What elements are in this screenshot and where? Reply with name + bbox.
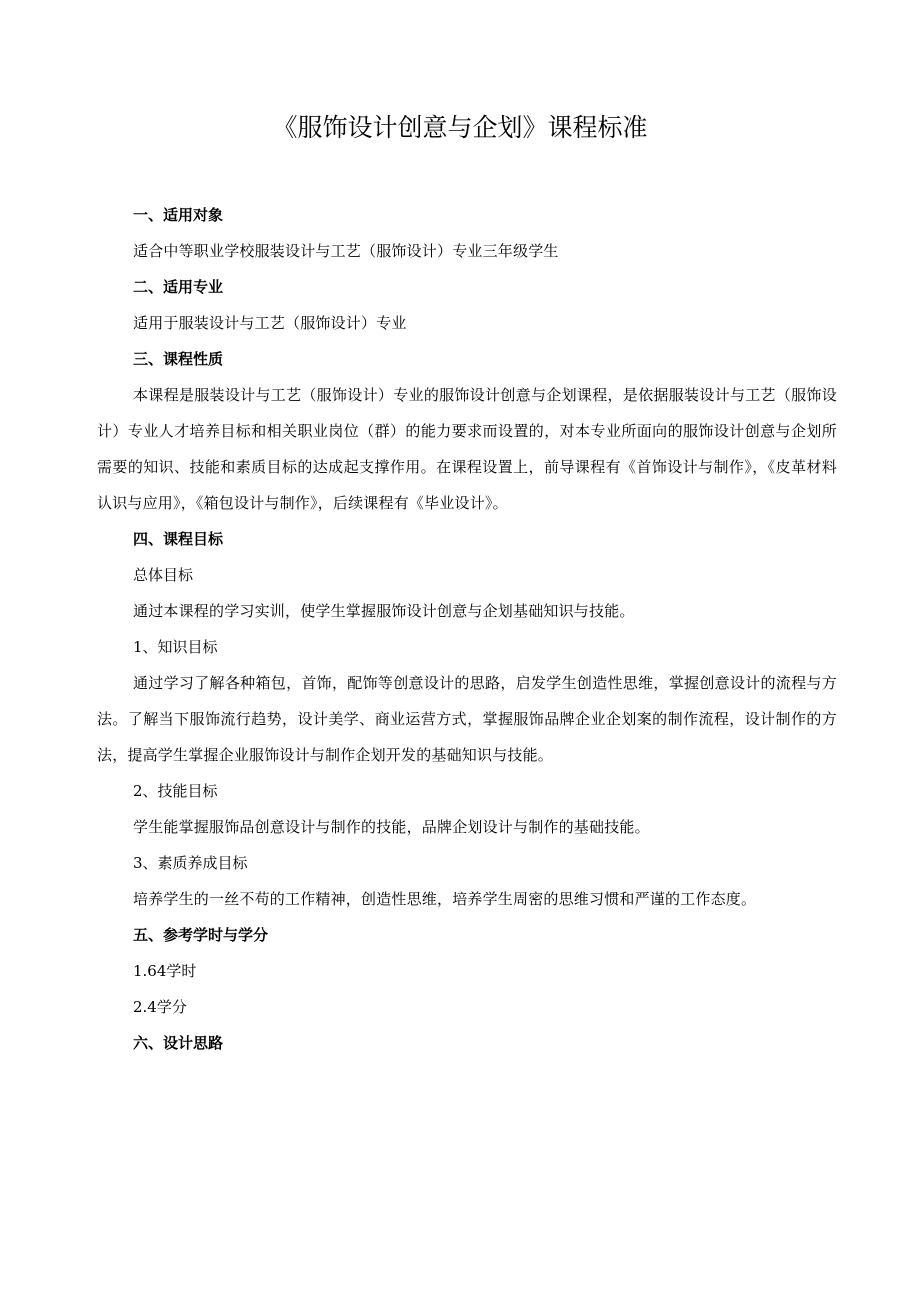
overall-goal-label: 总体目标 [133, 566, 194, 584]
section-heading-course-nature: 三、课程性质 [133, 350, 224, 368]
quality-goal-label: 3、素质养成目标 [133, 854, 248, 872]
document-body [97, 197, 837, 1061]
section-text-applicable-target: 适合中等职业学校服装设计与工艺（服饰设计）专业三年级学生 [133, 242, 559, 260]
skill-goal-label: 2、技能目标 [133, 782, 218, 800]
section-heading-hours-credits: 五、参考学时与学分 [133, 926, 269, 944]
hours-item: 1.64学时 [133, 962, 197, 980]
skill-goal-text: 学生能掌握服饰品创意设计与制作的技能，品牌企划设计与制作的基础技能。 [133, 818, 650, 836]
section-heading-design-approach: 六、设计思路 [133, 1034, 224, 1052]
section-text-course-nature: 本课程是服装设计与工艺（服饰设计）专业的服饰设计创意与企划课程，是依据服装设计与工艺（服饰设计）专业人才培养目标和相关职业岗位（群）的能力要求而设置的，对本专业所面向的服饰设计创意与企划所需要的知识、技能和素质目标的达成起支撑作用。在课程设置上，前导课程有《首饰设计与制作》，《皮革材料认识与应用》，《箱包设计与制作》，后续课程有《毕业设计》。 [97, 386, 837, 512]
quality-goal-text: 培养学生的一丝不苟的工作精神，创造性思维，培养学生周密的思维习惯和严谨的工作态度。 [133, 890, 757, 908]
section-heading-course-goals: 四、课程目标 [133, 530, 224, 548]
page-title: 《服饰设计创意与企划》课程标准 [272, 113, 648, 142]
knowledge-goal-text: 通过学习了解各种箱包，首饰，配饰等创意设计的思路，启发学生创造性思维，掌握创意设计的流程与方法。了解当下服饰流行趋势，设计美学、商业运营方式，掌握服饰品牌企业企划案的制作流程，设计制作的方法，提高学生掌握企业服饰设计与制作企划开发的基础知识与技能。 [97, 674, 837, 764]
knowledge-goal-label: 1、知识目标 [133, 638, 218, 656]
section-heading-applicable-target: 一、适用对象 [133, 206, 224, 224]
section-text-applicable-major: 适用于服装设计与工艺（服饰设计）专业 [133, 314, 407, 332]
credits-item: 2.4学分 [133, 998, 187, 1016]
section-heading-applicable-major: 二、适用专业 [133, 278, 224, 296]
overall-goal-text: 通过本课程的学习实训，使学生掌握服饰设计创意与企划基础知识与技能。 [133, 602, 635, 620]
